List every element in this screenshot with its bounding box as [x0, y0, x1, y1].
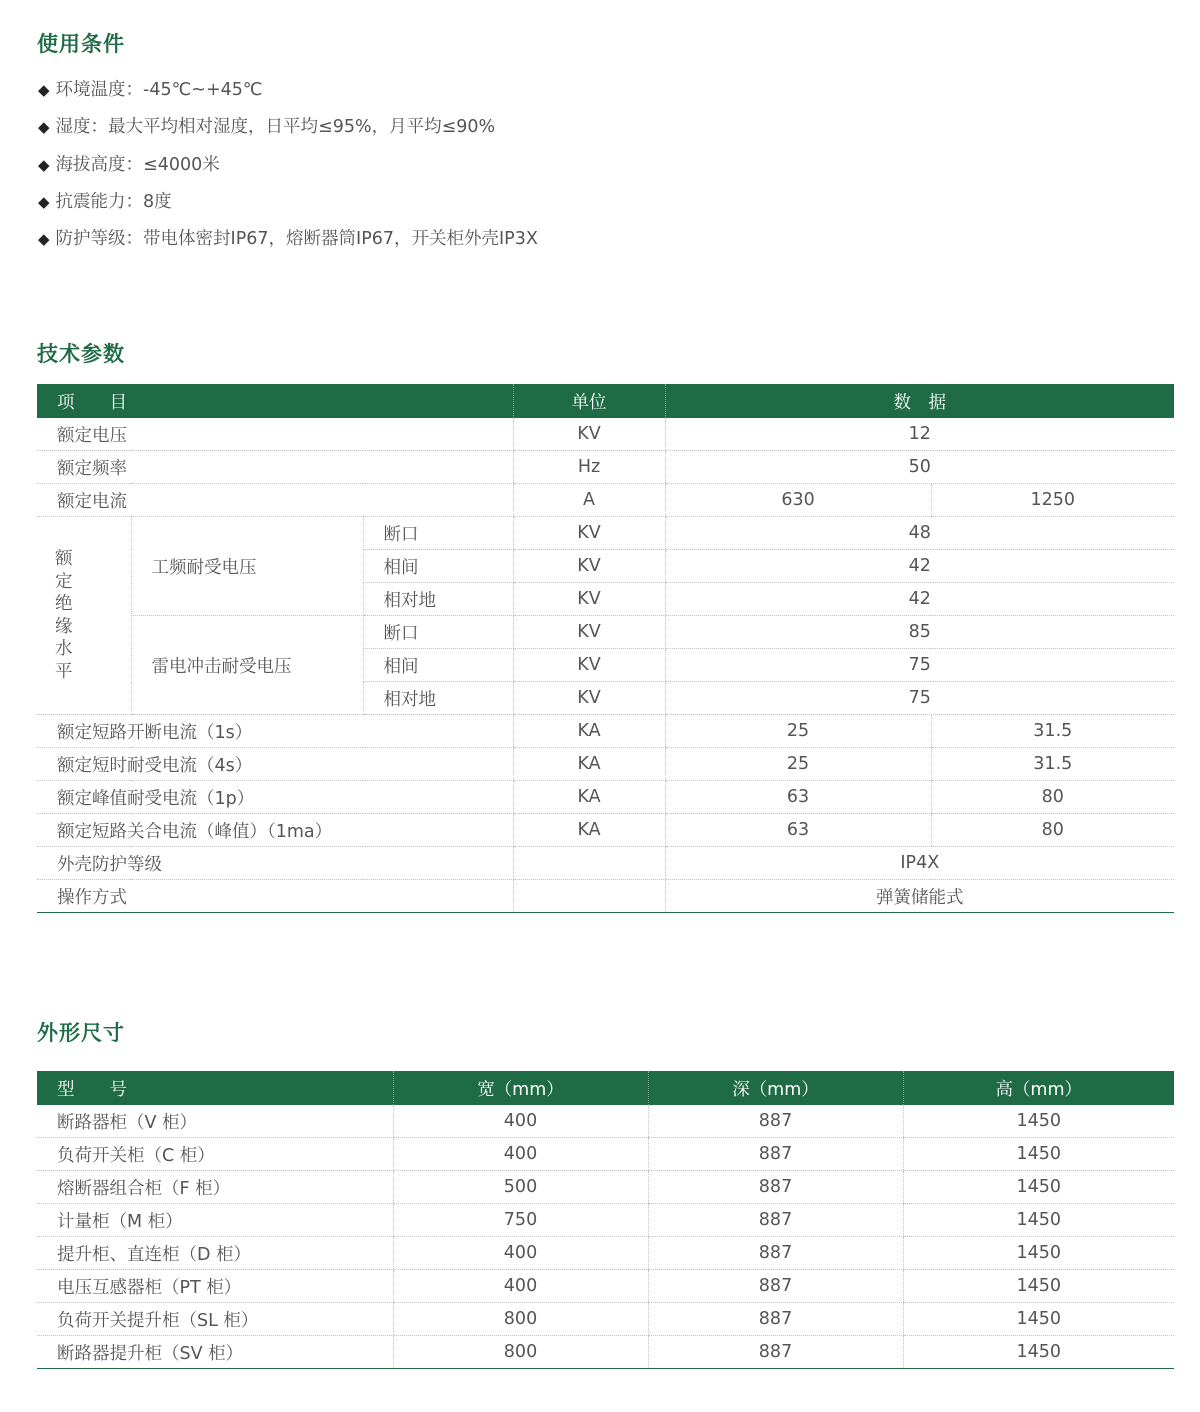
param-value: 弹簧储能式: [665, 880, 1174, 913]
param-value-1: 25: [665, 748, 931, 781]
condition-text: 海拔高度：≤4000米: [55, 154, 220, 175]
table-row: [37, 1336, 1174, 1369]
cabinet-depth: 887: [648, 1105, 903, 1138]
table-header-row: [37, 384, 1174, 418]
param-value: 50: [665, 451, 1174, 484]
cabinet-width: 800: [393, 1336, 648, 1369]
condition-text: 环境温度：-45℃~+45℃: [55, 80, 263, 100]
sub-label: 相间: [363, 649, 513, 682]
table-row: [37, 1204, 1174, 1237]
param-label: 额定短时耐受电流（4s）: [37, 748, 513, 781]
param-value-2: 80: [931, 814, 1174, 847]
table-row: [37, 715, 1174, 748]
condition-text: 防护等级：带电体密封IP67，熔断器筒IP67，开关柜外壳IP3X: [55, 229, 538, 250]
cabinet-height: 1450: [903, 1237, 1174, 1270]
cabinet-model: 电压互感器柜（PT 柜）: [37, 1270, 393, 1303]
conditions-title: 使用条件: [37, 32, 125, 56]
list-item: [38, 184, 538, 221]
sub-label: 相间: [363, 550, 513, 583]
insulation-group-label: [37, 517, 131, 715]
cabinet-model: 断路器柜（V 柜）: [37, 1105, 393, 1138]
param-label: 额定峰值耐受电流（1p）: [37, 781, 513, 814]
param-unit: KV: [513, 418, 665, 451]
cabinet-width: 400: [393, 1105, 648, 1138]
header-unit: 单位: [513, 384, 665, 418]
insulation-char: 缘: [55, 616, 73, 637]
table-row: [37, 748, 1174, 781]
tech-params-title: 技术参数: [37, 342, 125, 366]
header-data: 数 据: [665, 384, 1174, 418]
cabinet-depth: 887: [648, 1237, 903, 1270]
cabinet-model: 提升柜、直连柜（D 柜）: [37, 1237, 393, 1270]
table-row: [37, 1303, 1174, 1336]
cabinet-height: 1450: [903, 1138, 1174, 1171]
param-label: 额定电压: [37, 418, 513, 451]
lightning-impulse-withstand-label: 雷电冲击耐受电压: [131, 616, 363, 715]
param-value: 42: [665, 583, 1174, 616]
cabinet-width: 750: [393, 1204, 648, 1237]
header-width: 宽（mm）: [393, 1071, 648, 1105]
diamond-bullet-icon: ◆: [38, 192, 50, 211]
param-value-2: 80: [931, 781, 1174, 814]
cabinet-depth: 887: [648, 1138, 903, 1171]
table-row: [37, 1270, 1174, 1303]
param-unit: KA: [513, 715, 665, 748]
param-unit: KA: [513, 781, 665, 814]
cabinet-width: 400: [393, 1270, 648, 1303]
cabinet-width: 500: [393, 1171, 648, 1204]
param-value: 85: [665, 616, 1174, 649]
table-header-row: [37, 1071, 1174, 1105]
insulation-char: 绝: [55, 594, 73, 614]
param-label: 外壳防护等级: [37, 847, 513, 880]
cabinet-depth: 887: [648, 1171, 903, 1204]
diamond-bullet-icon: ◆: [38, 81, 50, 99]
insulation-char: 平: [55, 661, 73, 682]
sub-label: 断口: [363, 616, 513, 649]
cabinet-model: 断路器提升柜（SV 柜）: [37, 1336, 393, 1369]
sub-label: 相对地: [363, 583, 513, 616]
list-item: [38, 109, 538, 146]
cabinet-depth: 887: [648, 1303, 903, 1336]
param-unit: KV: [513, 517, 665, 550]
diamond-bullet-icon: ◆: [38, 118, 50, 137]
condition-text: 抗震能力：8度: [55, 191, 172, 212]
table-row: [37, 616, 1174, 649]
header-item: 项 目: [37, 384, 513, 418]
param-unit: [513, 847, 665, 880]
table-row: [37, 1138, 1174, 1171]
condition-text: 湿度：最大平均相对湿度，日平均≤95%，月平均≤90%: [55, 117, 496, 138]
tech-params-table: [37, 384, 1174, 913]
param-value: 12: [665, 418, 1174, 451]
param-unit: Hz: [513, 451, 665, 484]
param-label: 额定短路开断电流（1s）: [37, 715, 513, 748]
param-unit: KA: [513, 814, 665, 847]
header-model: 型 号: [37, 1071, 393, 1105]
table-row: [37, 484, 1174, 517]
cabinet-model: 计量柜（M 柜）: [37, 1204, 393, 1237]
param-value-2: 31.5: [931, 748, 1174, 781]
param-label: 操作方式: [37, 880, 513, 913]
list-item: [38, 147, 538, 184]
cabinet-height: 1450: [903, 1270, 1174, 1303]
conditions-list: [38, 72, 538, 258]
insulation-char: 额: [55, 549, 73, 569]
cabinet-depth: 887: [648, 1270, 903, 1303]
param-value-2: 1250: [931, 484, 1174, 517]
table-row: [37, 781, 1174, 814]
param-unit: KV: [513, 616, 665, 649]
table-row: [37, 847, 1174, 880]
param-value-1: 63: [665, 814, 931, 847]
param-value: IP4X: [665, 847, 1174, 880]
cabinet-width: 800: [393, 1303, 648, 1336]
cabinet-height: 1450: [903, 1336, 1174, 1369]
cabinet-width: 400: [393, 1237, 648, 1270]
param-unit: A: [513, 484, 665, 517]
param-value-1: 630: [665, 484, 931, 517]
param-unit: KV: [513, 550, 665, 583]
param-unit: KV: [513, 649, 665, 682]
cabinet-model: 负荷开关柜（C 柜）: [37, 1138, 393, 1171]
cabinet-width: 400: [393, 1138, 648, 1171]
diamond-bullet-icon: ◆: [38, 155, 50, 174]
dimensions-title: 外形尺寸: [37, 1021, 125, 1045]
table-row: [37, 418, 1174, 451]
param-value: 75: [665, 682, 1174, 715]
param-label: 额定频率: [37, 451, 513, 484]
table-row: [37, 1105, 1174, 1138]
table-row: [37, 1171, 1174, 1204]
param-unit: KV: [513, 682, 665, 715]
power-frequency-withstand-label: 工频耐受电压: [131, 517, 363, 616]
cabinet-height: 1450: [903, 1204, 1174, 1237]
param-unit: [513, 880, 665, 913]
cabinet-model: 负荷开关提升柜（SL 柜）: [37, 1303, 393, 1336]
param-unit: KA: [513, 748, 665, 781]
list-item: [38, 72, 538, 109]
param-value: 48: [665, 517, 1174, 550]
param-label: 额定电流: [37, 484, 513, 517]
param-value-2: 31.5: [931, 715, 1174, 748]
table-row: [37, 451, 1174, 484]
param-label: 额定短路关合电流（峰值）（1ma）: [37, 814, 513, 847]
sub-label: 断口: [363, 517, 513, 550]
param-value: 75: [665, 649, 1174, 682]
param-unit: KV: [513, 583, 665, 616]
list-item: [38, 221, 538, 258]
table-row: [37, 517, 1174, 550]
cabinet-height: 1450: [903, 1171, 1174, 1204]
dimensions-table: [37, 1071, 1174, 1369]
table-row: [37, 814, 1174, 847]
cabinet-model: 熔断器组合柜（F 柜）: [37, 1171, 393, 1204]
param-value-1: 25: [665, 715, 931, 748]
header-height: 高（mm）: [903, 1071, 1174, 1105]
header-depth: 深（mm）: [648, 1071, 903, 1105]
diamond-bullet-icon: ◆: [38, 230, 50, 249]
param-value: 42: [665, 550, 1174, 583]
cabinet-depth: 887: [648, 1336, 903, 1369]
insulation-char: 定: [55, 571, 73, 592]
cabinet-height: 1450: [903, 1303, 1174, 1336]
dimensions-body: [37, 1105, 1174, 1369]
cabinet-depth: 887: [648, 1204, 903, 1237]
cabinet-height: 1450: [903, 1105, 1174, 1138]
insulation-char: 水: [55, 639, 73, 659]
table-row: [37, 1237, 1174, 1270]
table-row: [37, 880, 1174, 913]
sub-label: 相对地: [363, 682, 513, 715]
param-value-1: 63: [665, 781, 931, 814]
